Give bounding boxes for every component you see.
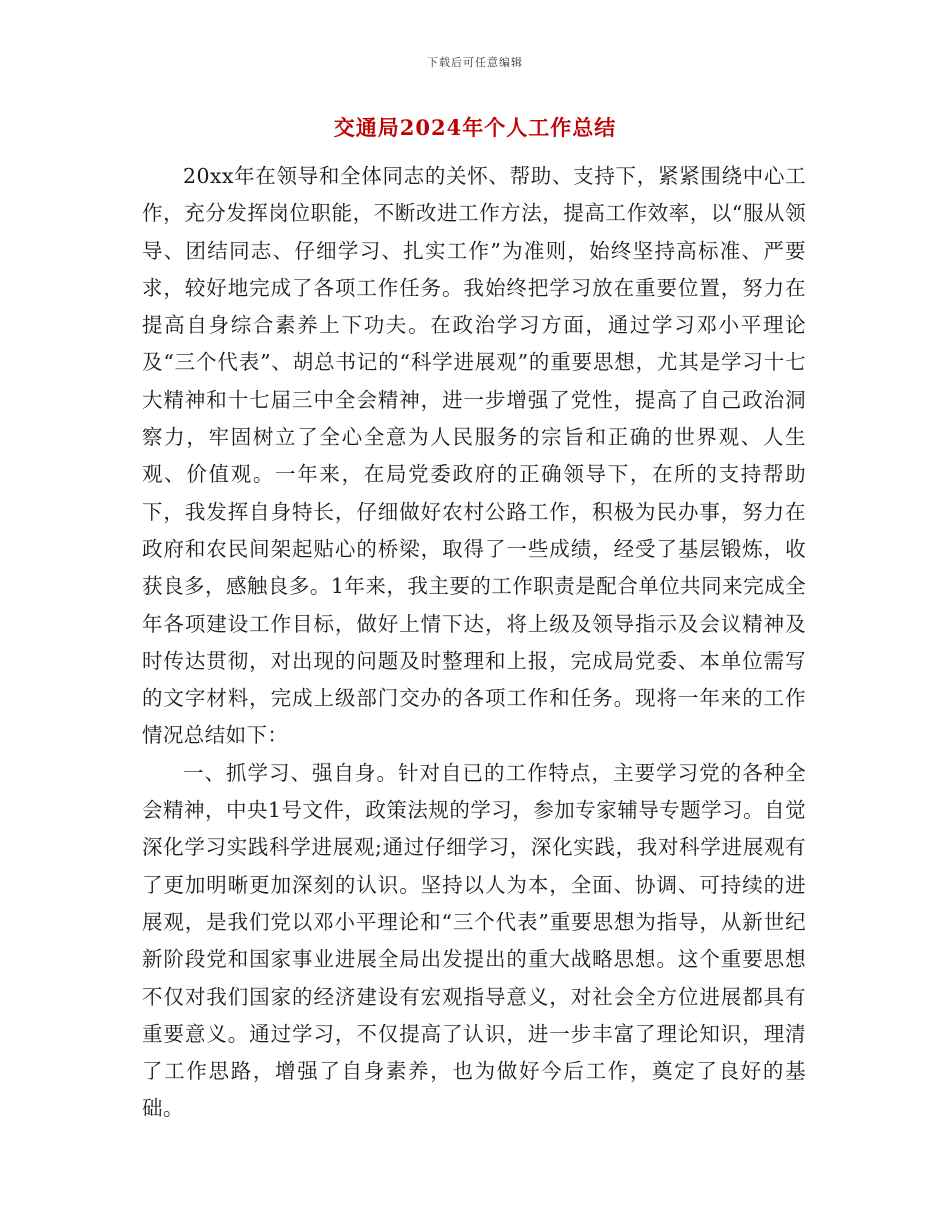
paragraph-intro: 20xx年在领导和全体同志的关怀、帮助、支持下，紧紧围绕中心工作，充分发挥岗位职能，不断改进工作方法，提高工作效率，以“服从领导、团结同志、仔细学习、扎实工作”为准则，始终坚持高标准、严要求，较好地完成了各项工作任务。我始终把学习放在重要位置，努力在提高自身综合素养上下功夫。在政治学习方面，通过学习邓小平理论及“三个代表”、胡总书记的“科学进展观”的重要思想，尤其是学习十七大精神和十七届三中全会精神，进一步增强了党性，提高了自己政治洞察力，牢固树立了全心全意为人民服务的宗旨和正确的世界观、人生观、价值观。一年来，在局党委政府的正确领导下，在所的支持帮助下，我发挥自身特长，仔细做好农村公路工作，积极为民办事，努力在政府和农民间架起贴心的桥梁，取得了一些成绩，经受了基层锻炼，收获良多，感触良多。1年来，我主要的工作职责是配合单位共同来完成全年各项建设工作目标，做好上情下达，将上级及领导指示及会议精神及时传达贯彻，对出现的问题及时整理和上报，完成局党委、本单位需写的文字材料，完成上级部门交办的各项工作和任务。现将一年来的工作情况总结如下： xyxy=(142,164,806,748)
paragraph-section-1: 一、抓学习、强自身。针对自已的工作特点，主要学习党的各种全会精神，中央1号文件，政策法规的学习，参加专家辅导专题学习。自觉深化学习实践科学进展观;通过仔细学习，深化实践，我对科学进展观有了更加明晰更加深刻的认识。坚持以人为本，全面、协调、可持续的进展观，是我们党以邓小平理论和“三个代表”重要思想为指导，从新世纪新阶段党和国家事业进展全局出发提出的重大战略思想。这个重要思想不仅对我们国家的经济建设有宏观指导意义，对社会全方位进展都具有重要意义。通过学习，不仅提高了认识，进一步丰富了理论知识，理清了工作思路，增强了自身素养，也为做好今后工作，奠定了良好的基础。 xyxy=(142,760,806,1121)
header-note: 下载后可任意编辑 xyxy=(427,56,523,69)
document-body xyxy=(142,158,806,1128)
document-title: 交通局2024年个人工作总结 xyxy=(333,115,617,140)
